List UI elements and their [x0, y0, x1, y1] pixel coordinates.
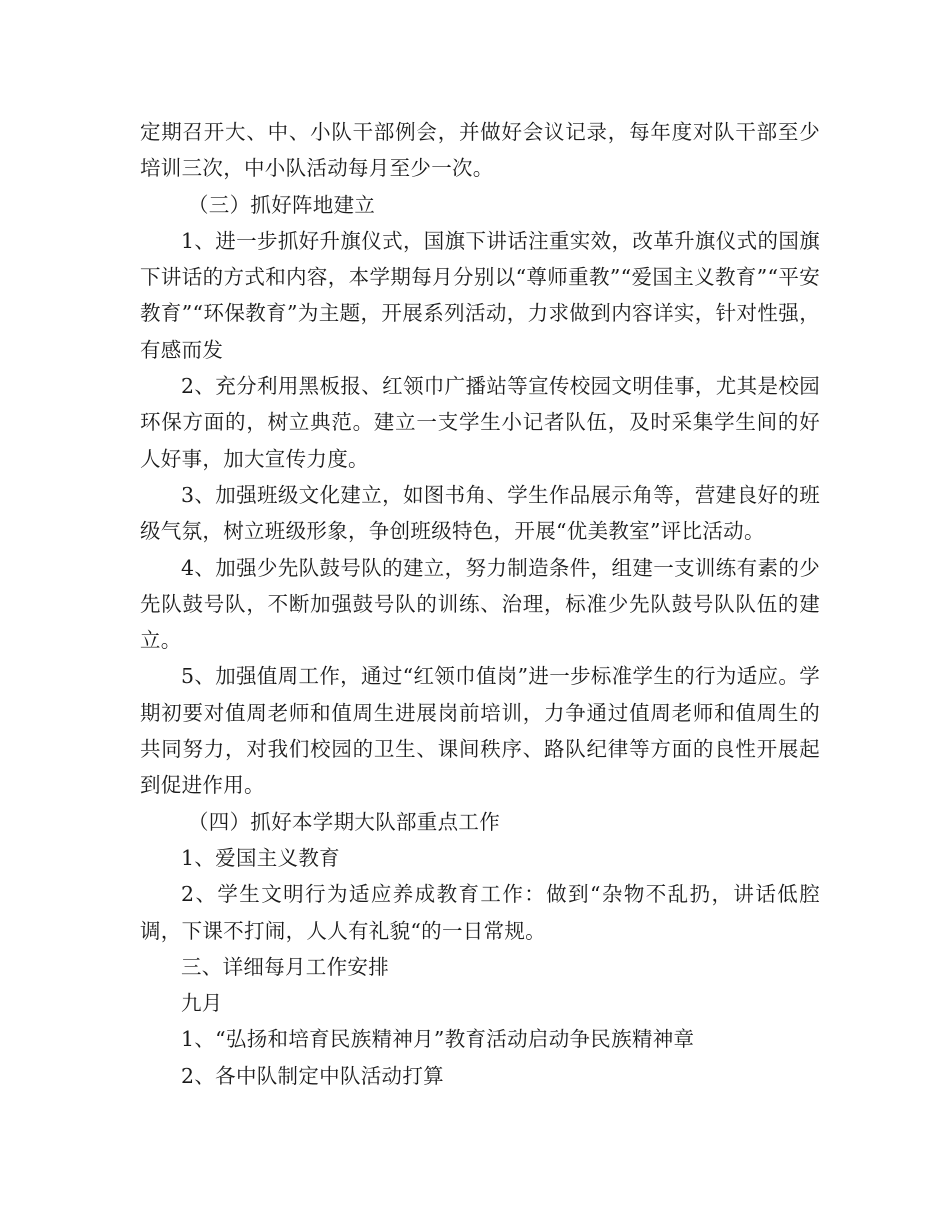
- paragraph-item-8: 1、“弘扬和培育民族精神月”教育活动启动争民族精神章: [181, 1027, 695, 1052]
- paragraph-continuation: 定期召开大、中、小队干部例会，并做好会议记录，每年度对队干部至少培训三次，中小队活动每月至少一次。: [140, 120, 820, 181]
- paragraph-item-7: 2、学生文明行为适应养成教育工作：做到“杂物不乱扔，讲话低腔调，下课不打闹，人人有礼貌“的一日常规。: [140, 882, 820, 943]
- paragraph-item-3: 3、加强班级文化建立，如图书角、学生作品展示角等，营建良好的班级气氛，树立班级形象，争创班级特色，开展“优美教室”评比活动。: [140, 482, 820, 544]
- paragraph-item-6: 1、爱国主义教育: [181, 845, 340, 870]
- section-heading-monthly: 三、详细每月工作安排: [181, 954, 389, 979]
- paragraph-item-1: 1、进一步抓好升旗仪式，国旗下讲话注重实效，改革升旗仪式的国旗下讲话的方式和内容，本学期每月分别以“尊师重教”“爱国主义教育”“平安教育”“环保教育”为主题，开展系列活动，力求做到内容详实，针对性强，有感而发: [140, 228, 820, 362]
- section-heading-3: （三）抓好阵地建立: [188, 192, 376, 217]
- month-heading-september: 九月: [181, 991, 223, 1016]
- paragraph-item-2: 2、充分利用黑板报、红领巾广播站等宣传校园文明佳事，尤其是校园环保方面的，树立典范。建立一支学生小记者队伍，及时采集学生间的好人好事，加大宣传力度。: [140, 374, 820, 471]
- paragraph-item-5: 5、加强值周工作，通过“红领巾值岗”进一步标准学生的行为适应。学期初要对值周老师和值周生进展岗前培训，力争通过值周老师和值周生的共同努力，对我们校园的卫生、课间秩序、路队纪律等方面的良性开展起到促进作用。: [140, 664, 820, 798]
- paragraph-item-4: 4、加强少先队鼓号队的建立，努力制造条件，组建一支训练有素的少先队鼓号队，不断加强鼓号队的训练、治理，标准少先队鼓号队队伍的建立。: [140, 555, 820, 653]
- document-body: [140, 114, 820, 1094]
- paragraph-item-9: 2、各中队制定中队活动打算: [181, 1063, 444, 1088]
- section-heading-4: （四）抓好本学期大队部重点工作: [188, 809, 500, 834]
